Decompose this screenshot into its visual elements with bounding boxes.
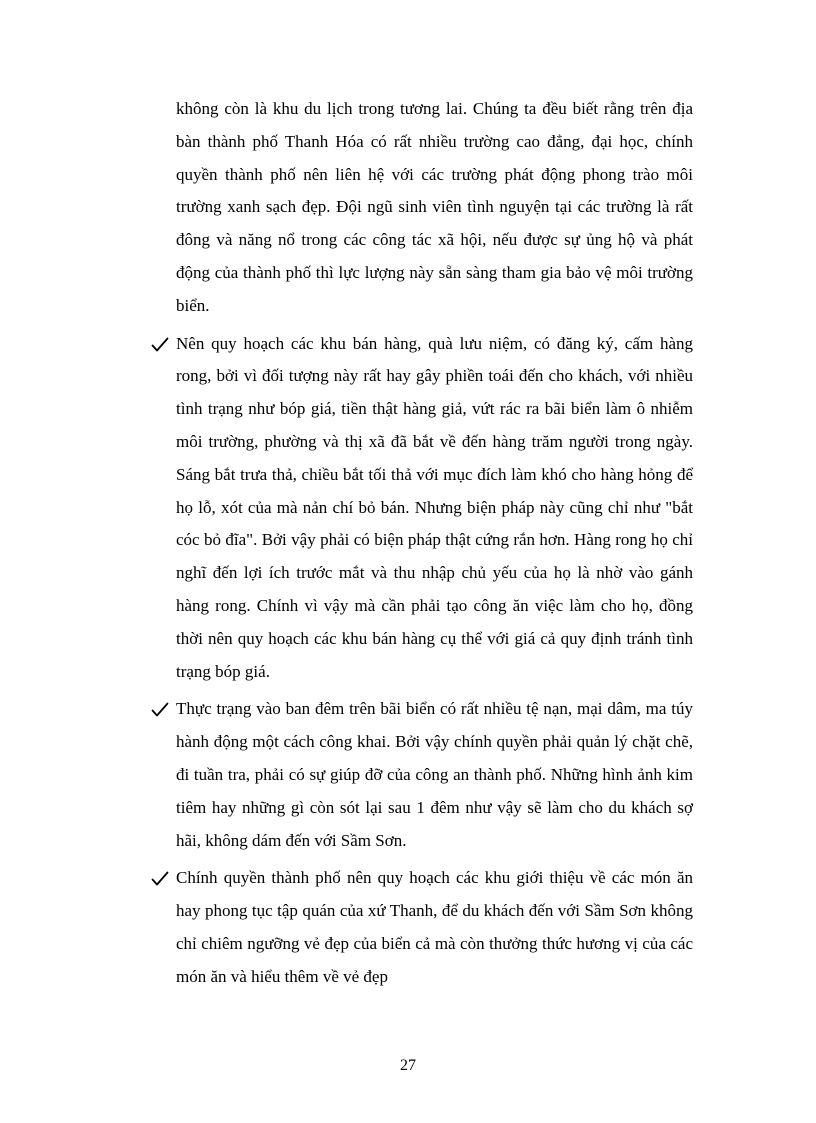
list-item-text: Nên quy hoạch các khu bán hàng, quà lưu niệm, có đăng ký, cấm hàng rong, bởi vì đối tượng này rất hay gây phiền toái đến cho khách, với nhiều tình trạng như bóp giá, tiền thật hàng giả, vứt rác ra bãi biển làm ô nhiễm môi trường, phường và thị xã đã bắt về đến hàng trăm người trong ngày. Sáng bắt trưa thả, chiều bắt tối thả với mục đích làm khó cho hàng hỏng để họ lỗ, xót của mà nản chí bỏ bán. Nhưng biện pháp này cũng chỉ như "bắt cóc bỏ đĩa". Bởi vậy phải có biện pháp thật cứng rắn hơn. Hàng rong họ chỉ nghĩ đến lợi ích trước mắt và thu nhập chủ yếu của họ là nhờ vào gánh hàng rong. Chính vì vậy mà cần phải tạo công ăn việc làm cho họ, đồng thời nên quy hoạch các khu bán hàng cụ thể với giá cả quy định tránh tình trạng bóp giá.	[176, 333, 693, 681]
list-item	[176, 328, 693, 689]
checkmark-icon	[151, 336, 169, 354]
list-item-text: Thực trạng vào ban đêm trên bãi biển có rất nhiều tệ nạn, mại dâm, ma túy hành động một cách công khai. Bởi vậy chính quyền phải quản lý chặt chẽ, đi tuần tra, phải có sự giúp đỡ của công an thành phố. Những hình ảnh kim tiêm hay những gì còn sót lại sau 1 đêm như vậy sẽ làm cho du khách sợ hãi, không dám đến với Sầm Sơn.	[176, 699, 693, 850]
checkmark-icon	[151, 870, 169, 888]
list-item	[176, 693, 693, 857]
list-item-text: Chính quyền thành phố nên quy hoạch các khu giới thiệu về các món ăn hay phong tục tập quán của xứ Thanh, để du khách đến với Sầm Sơn không chỉ chiêm ngưỡng vẻ đẹp của biển cả mà còn thưởng thức hương vị của các món ăn và hiểu thêm về vẻ đẹp	[176, 868, 693, 986]
checkmark-icon	[151, 701, 169, 719]
page-number: 27	[400, 1057, 416, 1074]
page-body	[176, 93, 693, 994]
list-item	[176, 862, 693, 993]
opening-paragraph: không còn là khu du lịch trong tương lai. Chúng ta đều biết rằng trên địa bàn thành phố Thanh Hóa có rất nhiều trường cao đẳng, đại học, chính quyền thành phố nên liên hệ với các trường phát động phong trào môi trường xanh sạch đẹp. Đội ngũ sinh viên tình nguyện tại các trường là rất đông và năng nổ trong các công tác xã hội, nếu được sự ủng hộ và phát động của thành phố thì lực lượng này sẵn sàng tham gia bảo vệ môi trường biển.	[176, 99, 693, 315]
recommendation-list	[176, 328, 693, 994]
